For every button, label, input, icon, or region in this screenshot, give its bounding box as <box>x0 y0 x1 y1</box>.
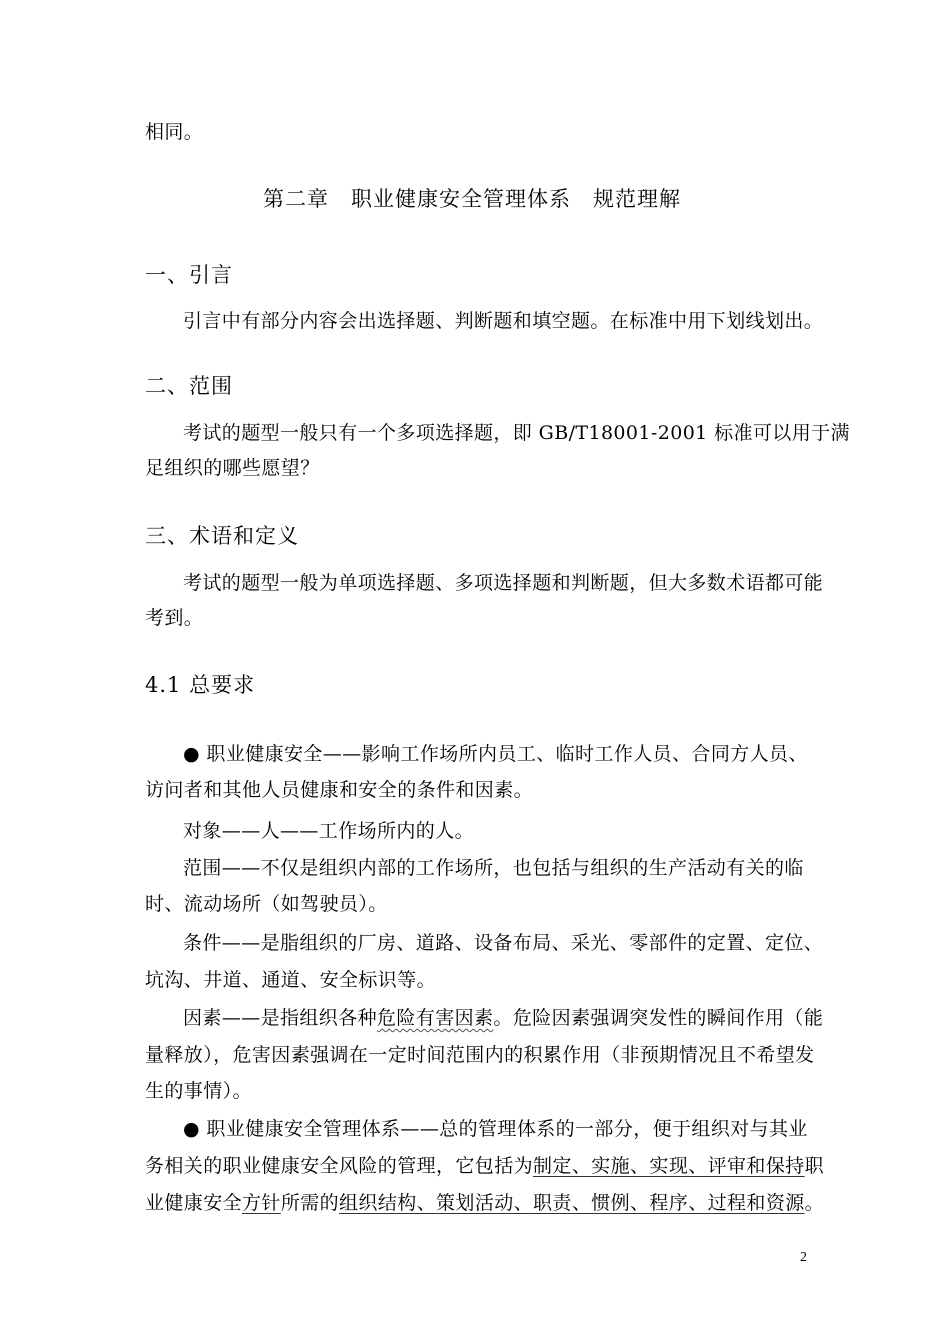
ohsms-text-lead: 务相关的职业健康安全风险的管理，它包括为 <box>145 1155 534 1177</box>
bullet-ohs-definition-line2: 访问者和其他人员健康和安全的条件和因素。 <box>145 779 534 801</box>
bullet-ohsms-definition-line2 <box>145 1153 824 1179</box>
condition-text-line1: 条件——是脂组织的厂房、道路、设备布局、采光、零部件的定置、定位、 <box>183 932 824 954</box>
ohsms-text-ohs: 业健康安全 <box>145 1192 243 1214</box>
section-heading-general-requirements: 4.1 总要求 <box>145 673 256 697</box>
condition-text-line2: 坑沟、井道、通道、安全标识等。 <box>145 969 437 991</box>
bullet-ohsms-definition-line1: ● 职业健康安全管理体系——总的管理体系的一部分，便于组织对与其业 <box>183 1118 808 1140</box>
ohsms-text-tail: 职 <box>804 1155 825 1177</box>
range-text-line2: 时、流动场所（如驾驶员）。 <box>145 893 388 915</box>
ohsms-text-required: 所需的 <box>280 1192 340 1214</box>
continuation-text: 相同。 <box>145 121 204 143</box>
paragraph-terms-line2: 考到。 <box>145 607 204 629</box>
paragraph-introduction: 引言中有部分内容会出选择题、判断题和填空题。在标准中用下划线划出。 <box>183 310 824 332</box>
factor-text-line1 <box>183 1005 823 1031</box>
bullet-ohsms-definition-line3 <box>145 1190 824 1216</box>
bullet-ohs-definition-line1: ● 职业健康安全——影响工作场所内员工、临时工作人员、合同方人员、 <box>183 743 808 765</box>
factor-text-hazard-terms: 危险有害因素 <box>377 1007 494 1029</box>
factor-text-line2: 量释放），危害因素强调在一定时间范围内的积累作用（非预期情况且不希望发 <box>145 1044 815 1066</box>
ohsms-underlined-actions: 制定、实施、实现、评审和保持 <box>533 1155 805 1177</box>
section-heading-scope: 二、范围 <box>145 374 233 398</box>
ohsms-underlined-policy: 方针 <box>242 1192 281 1214</box>
range-text-line1: 范围——不仅是组织内部的工作场所，也包括与组织的生产活动有关的临 <box>183 857 804 879</box>
paragraph-terms-line1: 考试的题型一般为单项选择题、多项选择题和判断题，但大多数术语都可能 <box>183 572 824 594</box>
factor-text-rest: 。危险因素强调突发性的瞬间作用（能 <box>493 1007 824 1029</box>
section-heading-introduction: 一、引言 <box>145 263 233 287</box>
ohsms-underlined-resources: 组织结构、策划活动、职责、惯例、程序、过程和资源 <box>339 1192 805 1214</box>
section-heading-terms: 三、术语和定义 <box>145 524 299 548</box>
page-number: 2 <box>800 1250 807 1265</box>
factor-text-line3: 生的事情）。 <box>145 1080 252 1102</box>
paragraph-scope-line1: 考试的题型一般只有一个多项选择题，即 GB/T18001-2001 标准可以用于满 <box>183 422 850 444</box>
factor-text-lead: 因素——是指组织各种 <box>183 1007 378 1029</box>
ohsms-text-period: 。 <box>804 1192 825 1214</box>
object-text: 对象——人——工作场所内的人。 <box>183 820 475 842</box>
paragraph-scope-line2: 足组织的哪些愿望？ <box>145 457 320 479</box>
chapter-title: 第二章 职业健康安全管理体系 规范理解 <box>263 187 681 211</box>
